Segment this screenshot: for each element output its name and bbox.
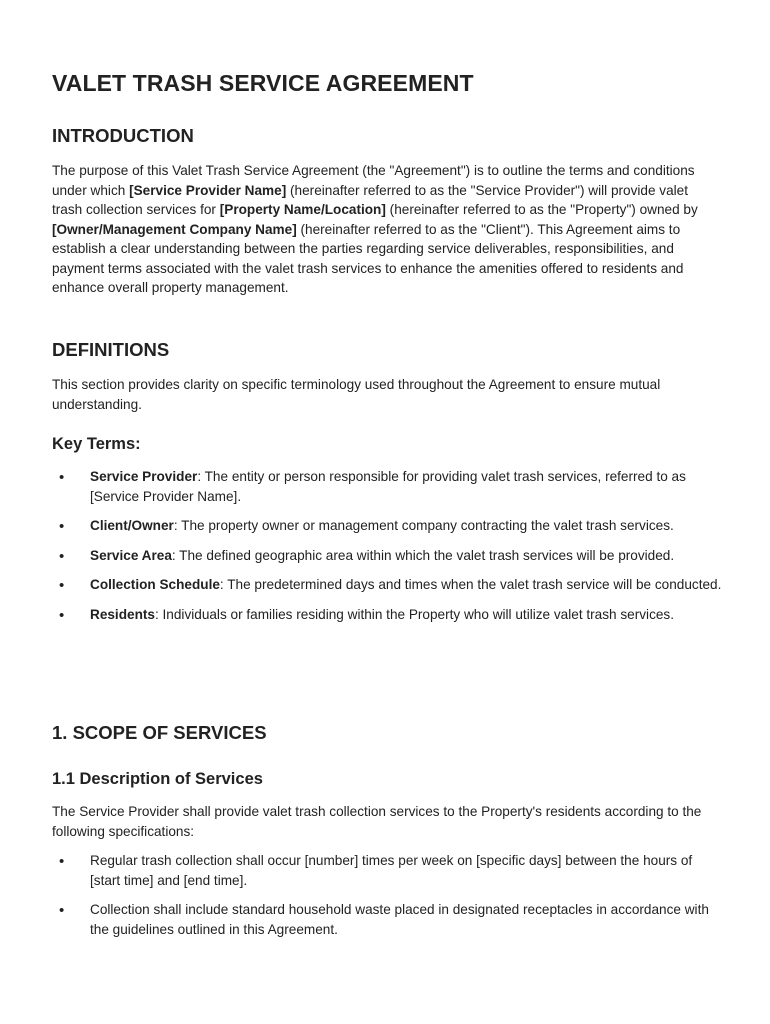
description-of-services-heading: 1.1 Description of Services (52, 770, 263, 788)
scope-paragraph: The Service Provider shall provide valet trash collection services to the Property's residents according to the following specifications: (52, 804, 702, 839)
owner-placeholder: [Owner/Management Company Name] (52, 221, 297, 237)
term-name: Service Provider (90, 469, 198, 484)
intro-text-1: The purpose of this Valet Trash Service Agreement (the "Agreement") is to outline the terms and conditions under which (52, 163, 695, 198)
list-item (52, 546, 722, 566)
list-item (52, 467, 722, 506)
list-item (52, 900, 722, 939)
bullet-icon: • (59, 547, 65, 565)
scope-list (52, 851, 722, 949)
definitions-paragraph: This section provides clarity on specific terminology used throughout the Agreement to ensure mutual understanding. (52, 377, 661, 412)
definitions-heading: DEFINITIONS (52, 339, 170, 360)
intro-text-2: (hereinafter referred to as the "Service Provider") will provide valet trash collection services for (52, 182, 689, 217)
intro-text-3: (hereinafter referred to as the "Property") owned by (385, 202, 698, 217)
bullet-icon: • (59, 853, 65, 870)
key-terms-heading: Key Terms: (52, 435, 141, 453)
bullet-icon: • (59, 577, 65, 594)
term-description: : The entity or person responsible for providing valet trash services, referred to as [Service Provider Name]. (90, 469, 686, 504)
key-terms-list (52, 467, 722, 634)
term-description: : Individuals or families residing within the Property who will utilize valet trash services. (154, 606, 675, 622)
property-placeholder: [Property Name/Location] (219, 202, 386, 217)
introduction-paragraph (52, 161, 720, 298)
term-description: : The property owner or management company contracting the valet trash services. (173, 518, 674, 533)
list-item (52, 605, 722, 625)
bullet-icon: • (59, 469, 65, 486)
introduction-heading: INTRODUCTION (52, 125, 194, 146)
bullet-icon: • (59, 606, 65, 624)
term-description: : The defined geographic area within which the valet trash services will be provided. (171, 547, 675, 563)
bullet-icon: • (59, 902, 65, 919)
list-item (52, 516, 722, 536)
service-provider-placeholder: [Service Provider Name] (129, 182, 287, 198)
scope-heading: 1. SCOPE OF SERVICES (52, 722, 267, 743)
bullet-icon: • (59, 518, 65, 535)
document-title: VALET TRASH SERVICE AGREEMENT (52, 70, 474, 96)
list-item (52, 851, 722, 890)
term-name: Service Area (90, 547, 172, 563)
scope-item-text: Regular trash collection shall occur [number] times per week on [specific days] between the hours of [start time] and [end time]. (90, 853, 693, 888)
term-description: : The predetermined days and times when the valet trash service will be conducted. (219, 577, 722, 592)
term-name: Residents (90, 606, 155, 622)
term-name: Client/Owner (90, 518, 174, 533)
term-name: Collection Schedule (90, 577, 220, 592)
scope-item-text: Collection shall include standard household waste placed in designated receptacles in accordance with the guidelines outlined in this Agreement. (90, 902, 709, 937)
list-item (52, 575, 722, 595)
intro-text-4: (hereinafter referred to as the "Client"). This Agreement aims to establish a clear understanding between the parties regarding service deliverables, responsibilities, and payment terms associated with the valet trash services to enhance the amenities offered to residents and enhance overall property management. (52, 221, 684, 295)
